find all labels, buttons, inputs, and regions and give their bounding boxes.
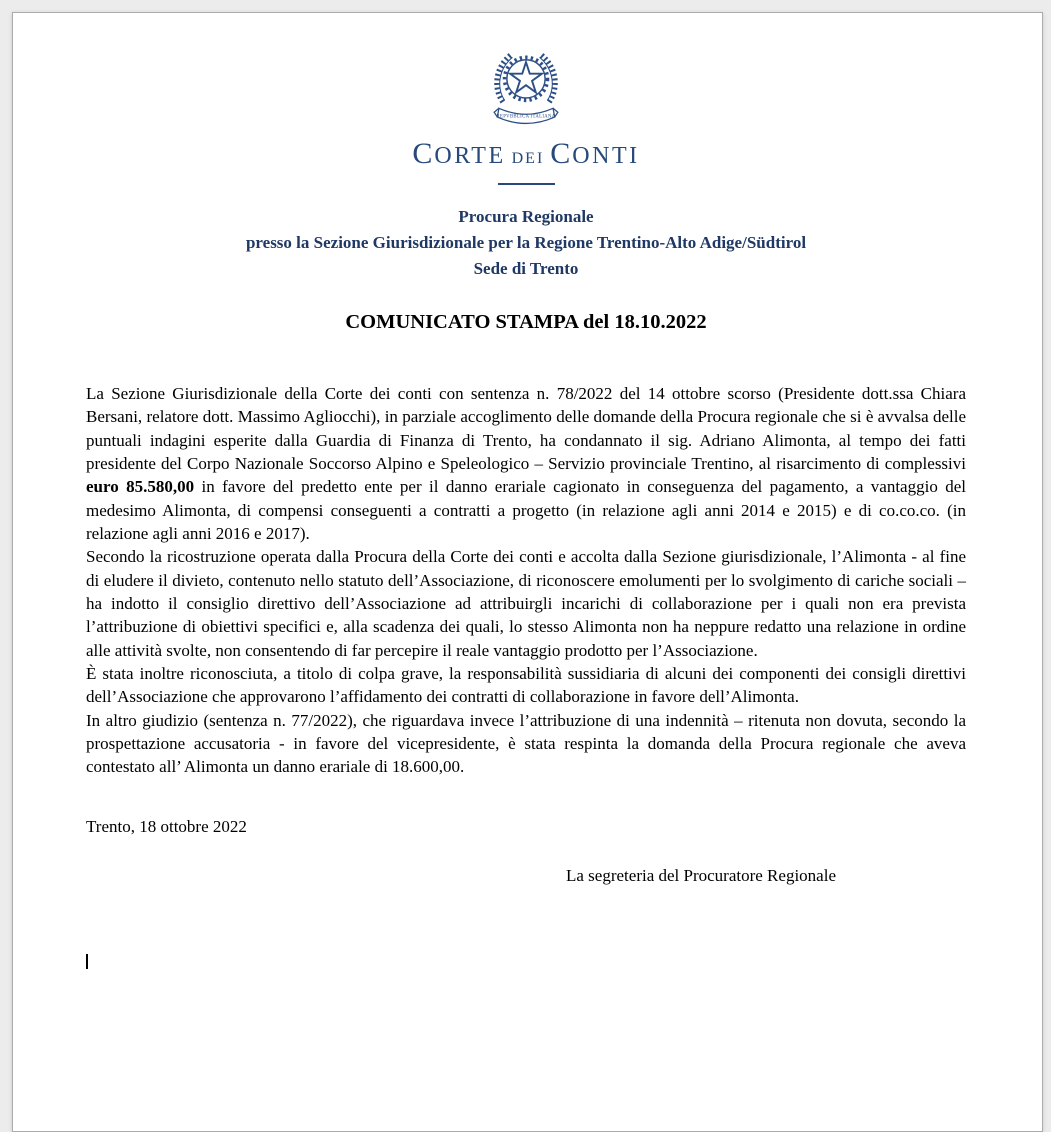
italian-republic-emblem [86,43,966,129]
office-header-line-3: Sede di Trento [473,259,579,278]
wordmark-orte: ORTE [434,143,506,169]
signature-line: La segreteria del Procuratore Regionale [566,865,836,885]
office-header-line-2: presso la Sezione Giurisdizionale per la Regione Trentino-Alto Adige/Südtirol [245,233,807,252]
emblem-graphic [485,43,567,129]
wordmark-initial-c1: C [412,137,435,170]
body-paragraph-2: Secondo la ricostruzione operata dalla Procura della Corte dei conti e accolta dalla Sezione giurisdizionale, l’Alimonta - al fine di eludere il divieto, contenuto nello statuto dell’Associazione, di riconoscere emolumenti per lo svolgimento di cariche sociali – ha indotto il consiglio direttivo dell’Associazione ad attribuirgli incarichi di collaborazione per i quali non era prevista l’attribuzione di obiettivi specifici e, alla scadenza dei quali, lo stesso Alimonta non ha neppure redatto una relazione in ordine alle attività svolte, non consentendo di far percepire il reale vantaggio prodotto per l’Associazione. [86,547,966,660]
document-page [12,12,1043,1132]
dateline: Trento, 18 ottobre 2022 [86,816,247,836]
wordmark-underline [498,183,555,185]
office-header-line-1: Procura Regionale [458,207,594,226]
press-release-body [86,382,966,779]
wordmark-dei: DEI [511,150,545,167]
body-paragraph-1 [86,382,966,545]
paragraph-1-text-after: in favore del predetto ente per il danno erariale cagionato in conseguenza del pagamento, a vantaggio del medesimo Alimonta, di compensi conseguenti a contratti a progetto (in relazione agli anni 2014 e 2015) e di co.co.co. (in relazione agli anni 2016 e 2017). [86,477,966,543]
press-release-title: COMUNICATO STAMPA del 18.10.2022 [345,311,707,333]
text-cursor[interactable] [86,954,88,969]
wordmark-initial-c2: C [550,137,573,170]
corte-dei-conti-wordmark [86,137,966,176]
wordmark-onti: ONTI [572,143,640,169]
body-paragraph-4: In altro giudizio (sentenza n. 77/2022), che riguardava invece l’attribuzione di una indennità – ritenuta non dovuta, secondo la prospettazione accusatoria - in favore del vicepresidente, è stata respinta la domanda della Procura regionale che aveva contestato all’ Alimonta un danno erariale di 18.600,00. [86,710,966,777]
paragraph-1-bold-amount: euro 85.580,00 [86,477,195,497]
body-paragraph-3: È stata inoltre riconosciuta, a titolo di colpa grave, la responsabilità sussidiaria di alcuni dei componenti dei consigli direttivi dell’Associazione che approvarono l’affidamento dei contratti di collaborazione in favore dell’Alimonta. [86,663,966,707]
paragraph-1-text: La Sezione Giurisdizionale della Corte dei conti con sentenza n. 78/2022 del 14 ottobre scorso (Presidente dott.ssa Chiara Bersani, relatore dott. Massimo Agliocchi), in parziale accoglimento delle domande della Procura regionale che si è avvalsa delle puntuali indagini esperite dalla Guardia di Finanza di Trento, ha condannato il sig. Adriano Alimonta, al tempo dei fatti presidente del Corpo Nazionale Soccorso Alpino e Speleologico – Servizio provinciale Trentino, al risarcimento di complessivi [86,384,966,473]
emblem-ribbon-text: REPVBBLICA ITALIANA [496,114,556,120]
office-header [86,204,966,282]
